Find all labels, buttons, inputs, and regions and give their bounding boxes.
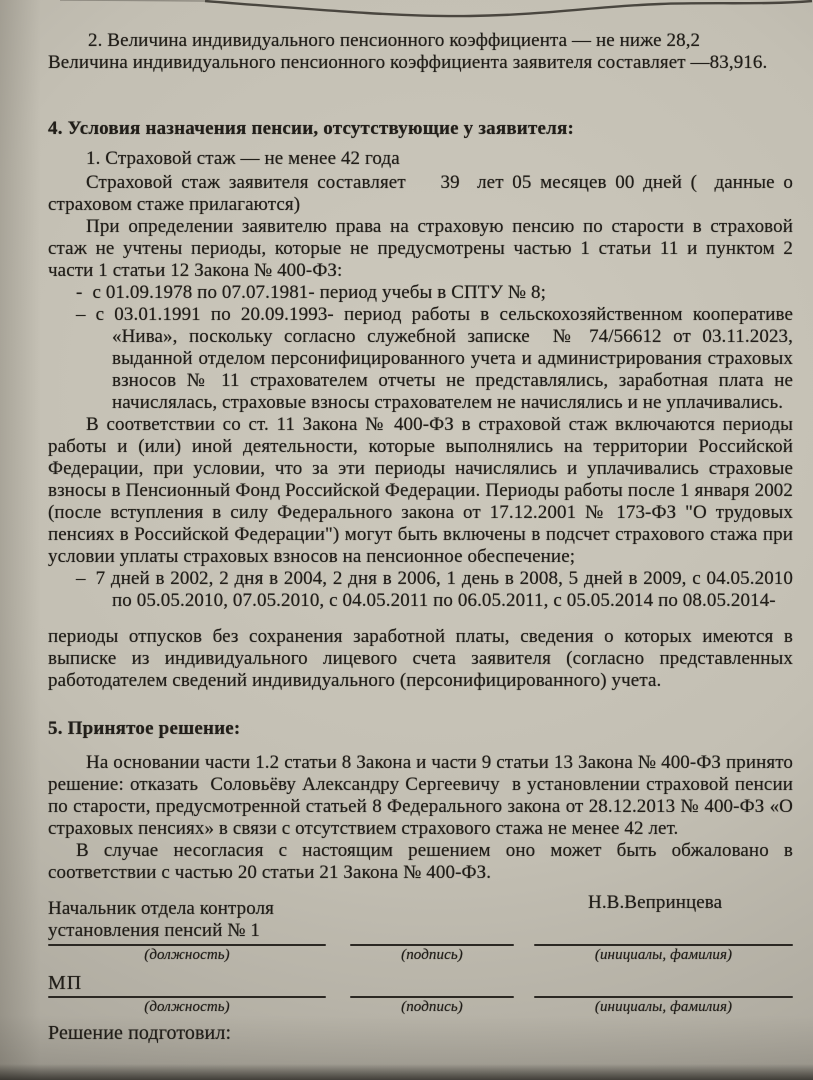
signature-block-1-lines xyxy=(48,944,793,964)
signer-name: Н.В.Вепринцева xyxy=(588,892,723,913)
stazh-applicant-paragraph: Страховой стаж заявителя составляет 39 лет 05 месяцев 00 дней ( данные о страховом стаже прилагаются) xyxy=(48,172,793,215)
signature-caption-signature: (подпись) xyxy=(401,999,463,1015)
excluded-period-item-1 xyxy=(48,282,793,304)
signature-field-position xyxy=(48,944,326,964)
unpaid-leave-item xyxy=(48,568,793,612)
list-dash-marker: – xyxy=(76,304,86,325)
document-content xyxy=(48,30,793,1044)
decision-paragraph: На основании части 1.2 статьи 8 Закона и части 9 статьи 13 Закона № 400-ФЗ принято решение: отказать Соловьёву Александру Сергеевичу в установлении страховой пенсии по старости, предусмотренной статьей 8 Федерального закона от 28.12.2013 № 400-ФЗ «О страховых пенсиях» в связи с отсутствием страхового стажа не менее 42 лет. xyxy=(48,752,793,839)
excluded-period-item-1-text: с 01.09.1978 по 07.07.1981- период учебы в СПТУ № 8; xyxy=(92,282,546,303)
ipk-applicant-line: Величина индивидуального пенсионного коэффициента заявителя составляет —83,916. xyxy=(48,52,768,73)
signature-caption-name: (инициалы, фамилия) xyxy=(594,947,733,963)
unpaid-leave-item-text: 7 дней в 2002, 2 дня в 2004, 2 дня в 2006, 1 день в 2008, 5 дней в 2009, с 04.05.2010 по 05.05.2010, 07.05.2010, с 04.05.2011 по 06.05.2011, с 05.05.2014 по 08.05.2014- xyxy=(95,568,793,611)
excluded-period-item-2 xyxy=(48,304,793,414)
signature-block-1-header xyxy=(48,892,793,942)
signature-field-name xyxy=(534,996,793,1016)
section4-heading: 4. Условия назначения пенсии, отсутствующие у заявителя: xyxy=(48,118,574,139)
article11-paragraph: В соответствии со ст. 11 Закона № 400-ФЗ в страховой стаж включаются периоды работы и (или) иной деятельности, которые выполнялись на территории Российской Федерации, при условии, что за эти периоды начислялись и уплачивались страховые взносы в Пенсионный Фонд Российской Федерации. Периоды работы после 1 января 2002 (после вступления в силу Федерального закона от 17.12.2001 № 173-ФЗ "О трудовых пенсиях в Российской Федерации") могут быть включены в подсчет страхового стажа при условии уплаты страховых взносов на пенсионное обеспечение; xyxy=(48,414,793,567)
signature-field-position xyxy=(48,996,326,1016)
stamp-placeholder: МП xyxy=(48,972,83,994)
signature-field-signature xyxy=(350,996,514,1016)
stazh-requirement-line: 1. Страховой стаж — не менее 42 года xyxy=(86,148,400,169)
signature-caption-position: (должность) xyxy=(144,999,230,1015)
signature-field-signature xyxy=(350,944,514,964)
signature-caption-name: (инициалы, фамилия) xyxy=(594,999,733,1015)
section5-heading: 5. Принятое решение: xyxy=(48,718,241,739)
signer-position xyxy=(48,898,368,942)
signer-position-line-1: Начальник отдела контроля xyxy=(48,898,275,919)
signature-field-name xyxy=(534,944,793,964)
signer-position-line-2: установления пенсий № 1 xyxy=(48,920,260,941)
ipk-requirement-line: 2. Величина индивидуального пенсионного коэффициента — не ниже 28,2 xyxy=(88,30,701,51)
signature-caption-signature: (подпись) xyxy=(401,947,463,963)
list-dash-marker: - xyxy=(76,282,83,303)
unpaid-leave-continuation: периоды отпусков без сохранения заработной платы, сведения о которых имеются в выписке из индивидуального лицевого счета заявителя (согласно представленных работодателем сведений индивидуального (персонифицированного) учета. xyxy=(48,626,793,691)
appeal-paragraph: В случае несогласия с настоящим решением оно может быть обжаловано в соответствии с частью 20 статьи 21 Закона № 400-ФЗ. xyxy=(48,840,793,883)
excluded-periods-intro: При определении заявителю права на страховую пенсию по старости в страховой стаж не учтены периоды, которые не предусмотрены частью 1 статьи 11 и пунктом 2 части 1 статьи 12 Закона № 400-ФЗ: xyxy=(48,216,793,281)
signature-block-2-lines xyxy=(48,996,793,1016)
excluded-period-item-2-text: с 03.01.1991 по 20.09.1993- период работы в сельскохозяйственном кооперативе «Нива», поскольку согласно служебной записке № 74/56612 от 03.11.2023, выданной отделом персонифицированного учета и администрирования страховых взносов № 11 страхователем отчеты не представлялись, заработная плата не начислялась, страховые взносы страхователем не начислялись и не уплачивались. xyxy=(95,304,793,413)
page-curl-edge xyxy=(0,0,813,30)
list-dash-marker: – xyxy=(76,568,86,589)
decision-prepared-by-label: Решение подготовил: xyxy=(48,1022,232,1044)
signature-caption-position: (должность) xyxy=(144,947,230,963)
